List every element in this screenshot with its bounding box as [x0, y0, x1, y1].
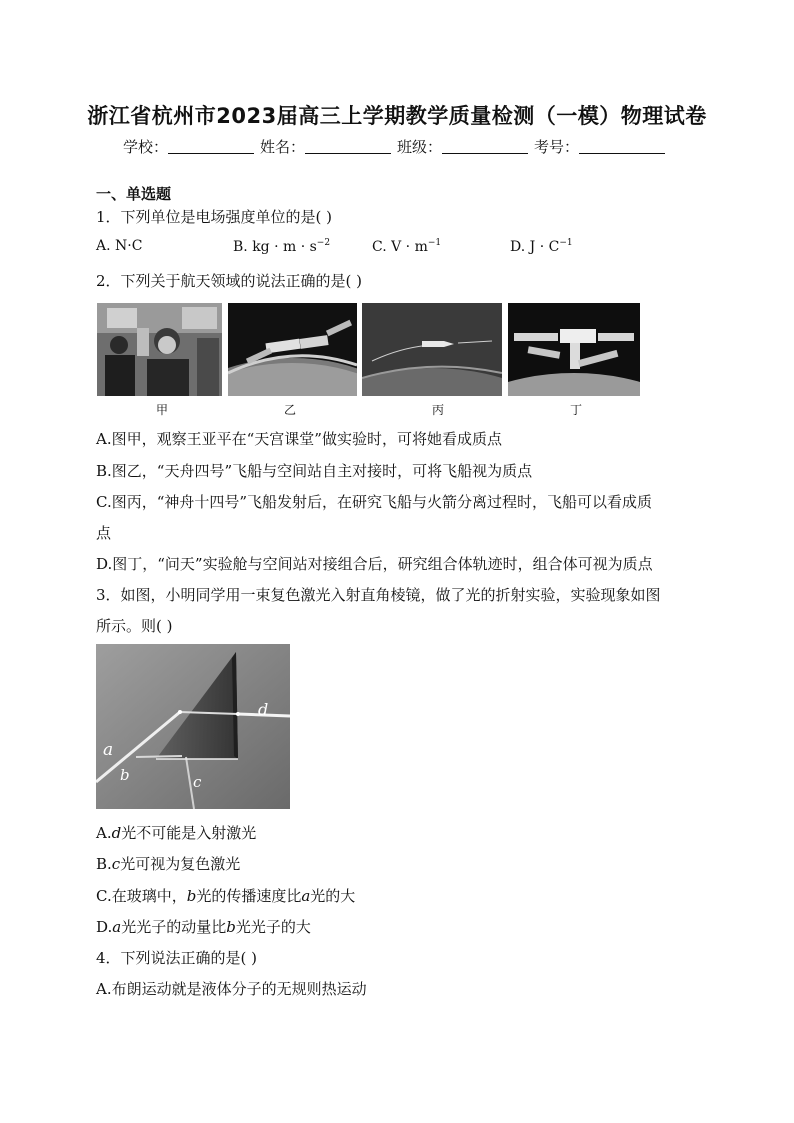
page-title: 浙江省杭州市2023届高三上学期教学质量检测（一模）物理试卷 [87, 104, 707, 128]
label-c: c [193, 773, 202, 791]
photo-astronauts [97, 303, 222, 396]
question-3-option-a [96, 822, 256, 843]
caption-bing: 丙 [431, 403, 444, 417]
photo-rocket-separation [362, 303, 502, 396]
q1-c-base: C. V · m [372, 239, 428, 255]
question-2-option-c-cont: 点 [96, 524, 112, 542]
number-label: 考号： [534, 138, 580, 156]
question-2-option-b: B.图乙，“天舟四号”飞船与空间站自主对接时，可将飞船视为质点 [96, 462, 533, 480]
question-2-option-d: D.图丁，“问天”实验舱与空间站对接组合后，研究组合体轨迹时，组合体可视为质点 [96, 555, 653, 573]
q3b-pre: B. [96, 855, 112, 873]
q3a-var: d [111, 824, 122, 842]
q3d-mid: 光光子的动量比 [121, 918, 227, 936]
section-heading: 一、单选题 [96, 185, 172, 203]
q1-d-base: D. J · C [510, 239, 560, 255]
question-3-stem-cont: 所示。则( ) [96, 617, 173, 635]
label-b: b [120, 766, 130, 784]
name-label: 姓名： [259, 138, 305, 156]
label-a: a [103, 740, 114, 760]
question-1-option-a: A. N·C [96, 238, 143, 254]
q1-d-exponent: −1 [559, 238, 573, 248]
question-3-option-c [96, 885, 355, 906]
class-blank[interactable] [442, 139, 528, 154]
q3d-var2: b [226, 918, 236, 936]
q3d-pre: D. [96, 918, 113, 936]
q3c-var2: a [301, 887, 311, 905]
q3a-pre: A. [96, 824, 112, 842]
q3c-mid: 光的传播速度比 [196, 887, 302, 905]
number-blank[interactable] [579, 139, 665, 154]
name-blank[interactable] [305, 139, 391, 154]
question-1-option-c [372, 238, 441, 255]
question-3-option-b [96, 853, 240, 874]
question-2-option-a: A.图甲，观察王亚平在“天宫课堂”做实验时，可将她看成质点 [96, 430, 502, 448]
q3b-post: 光可视为复色激光 [120, 855, 241, 873]
q1-c-exponent: −1 [427, 238, 442, 248]
class-label: 班级： [397, 138, 443, 156]
label-d: d [258, 700, 269, 719]
q1-b-base: B. kg · m · s [233, 239, 317, 255]
q3c-var1: b [186, 887, 197, 905]
question-1-option-d [510, 238, 573, 255]
question-1-stem: 1．下列单位是电场强度单位的是( ) [96, 208, 333, 226]
q3d-post: 光光子的大 [235, 918, 311, 936]
q1-b-exponent: −2 [316, 238, 331, 248]
caption-ding: 丁 [569, 403, 582, 417]
q3c-pre: C.在玻璃中， [96, 887, 187, 905]
q3d-var1: a [112, 918, 122, 936]
q3c-post: 光的大 [310, 887, 356, 905]
school-blank[interactable] [168, 139, 254, 154]
question-1-option-b [233, 238, 330, 255]
photo-docking [228, 303, 357, 396]
question-4-option-a: A.布朗运动就是液体分子的无规则热运动 [96, 980, 367, 998]
question-3-option-d [96, 916, 311, 937]
question-3-stem: 3．如图，小明同学用一束复色激光入射直角棱镜，做了光的折射实验，实验现象如图 [96, 586, 661, 604]
photo-space-station [508, 303, 640, 396]
caption-jia: 甲 [155, 403, 168, 417]
caption-yi: 乙 [283, 403, 296, 417]
q3a-post: 光不可能是入射激光 [121, 824, 257, 842]
student-info-line [0, 136, 794, 157]
question-2-stem: 2．下列关于航天领域的说法正确的是( ) [96, 272, 363, 290]
question-4-stem: 4．下列说法正确的是( ) [96, 949, 258, 967]
school-label: 学校： [122, 138, 168, 156]
question-2-option-c: C.图丙，“神舟十四号”飞船发射后，在研究飞船与火箭分离过程时，飞船可以看成质 [96, 493, 653, 511]
q3b-var: c [111, 855, 121, 873]
